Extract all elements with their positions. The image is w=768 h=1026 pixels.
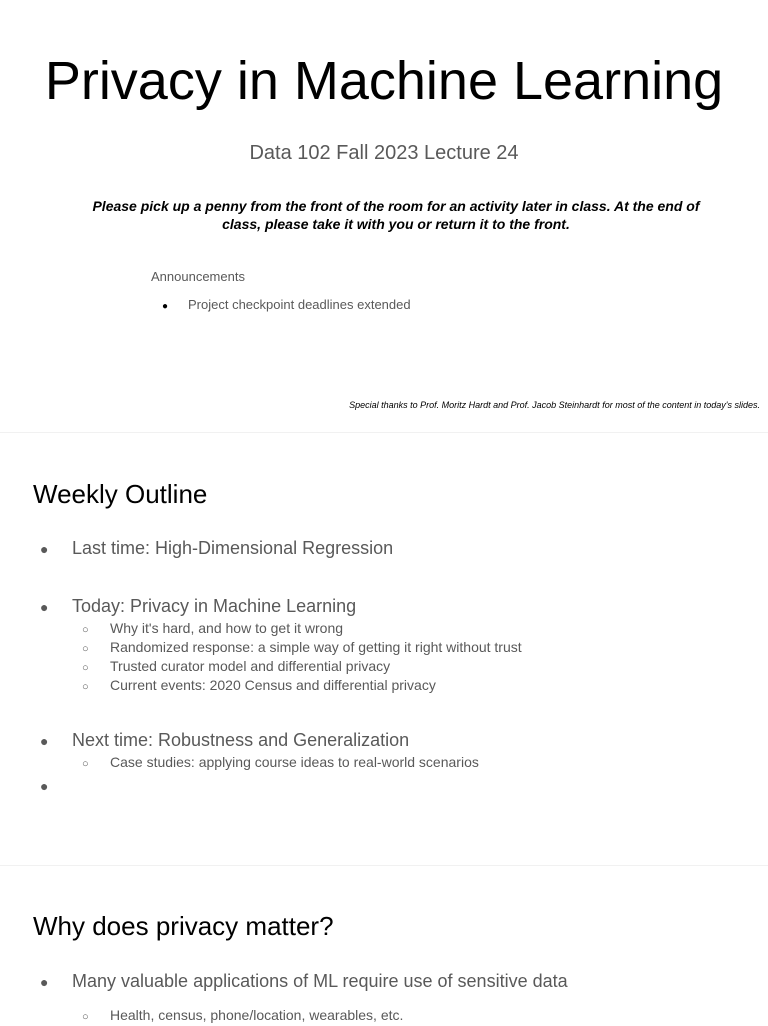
outline-item [40, 729, 409, 752]
announcements-heading: Announcements [151, 269, 245, 284]
outline-subitem-label: Trusted curator model and differential privacy [110, 658, 391, 674]
outline-item-label: Next time: Robustness and Generalization [72, 730, 410, 750]
outline-subitem [82, 638, 522, 658]
outline-subitem-label: Randomized response: a simple way of getting it right without trust [110, 639, 522, 655]
outline-item [40, 595, 356, 618]
privacy-item-label: Many valuable applications of ML require use of sensitive data [72, 971, 568, 991]
privacy-subitem [82, 1006, 403, 1026]
outline-item [40, 774, 72, 797]
outline-subitem-label: Case studies: applying course ideas to real-world scenarios [110, 754, 479, 770]
slide-subtitle: Data 102 Fall 2023 Lecture 24 [249, 142, 519, 164]
privacy-subitem-label: Health, census, phone/location, wearables, etc. [110, 1007, 404, 1023]
hollow-bullet-icon: ○ [82, 662, 89, 674]
outline-subitem [82, 657, 390, 677]
slide-heading: Why does privacy matter? [33, 911, 334, 941]
bullet-icon: ● [40, 974, 49, 990]
hollow-bullet-icon: ○ [82, 758, 89, 770]
outline-subitem-label: Current events: 2020 Census and differential privacy [110, 677, 436, 693]
outline-item-label: Today: Privacy in Machine Learning [72, 596, 357, 616]
hollow-bullet-icon: ○ [82, 1011, 89, 1023]
announcement-text: Project checkpoint deadlines extended [188, 297, 411, 312]
hollow-bullet-icon: ○ [82, 681, 89, 693]
bullet-icon: ● [40, 778, 49, 794]
bullet-icon: ● [40, 733, 49, 749]
hollow-bullet-icon: ○ [82, 643, 89, 655]
penny-notice: Please pick up a penny from the front of the room for an activity later in class. At the end of class, please take it with you or return it to the front. [92, 198, 700, 232]
slide-heading: Weekly Outline [33, 479, 208, 509]
outline-slide [0, 433, 768, 865]
hollow-bullet-icon: ○ [82, 624, 89, 636]
outline-subitem [82, 753, 479, 773]
bullet-icon: ● [40, 541, 49, 557]
announcement-item [162, 296, 411, 315]
outline-item [40, 537, 393, 560]
outline-subitem-label: Why it's hard, and how to get it wrong [110, 620, 344, 636]
outline-subitem [82, 619, 343, 639]
slide-title: Privacy in Machine Learning [44, 51, 724, 111]
acknowledgement-note: Special thanks to Prof. Moritz Hardt and Prof. Jacob Steinhardt for most of the content in today's slides. [349, 400, 760, 410]
privacy-item [40, 970, 568, 993]
bullet-icon: ● [40, 599, 49, 615]
title-slide [0, 0, 768, 432]
outline-subitem [82, 676, 436, 696]
bullet-icon: ● [162, 301, 169, 312]
outline-item-label: Last time: High-Dimensional Regression [72, 538, 394, 558]
privacy-slide [0, 866, 768, 1024]
